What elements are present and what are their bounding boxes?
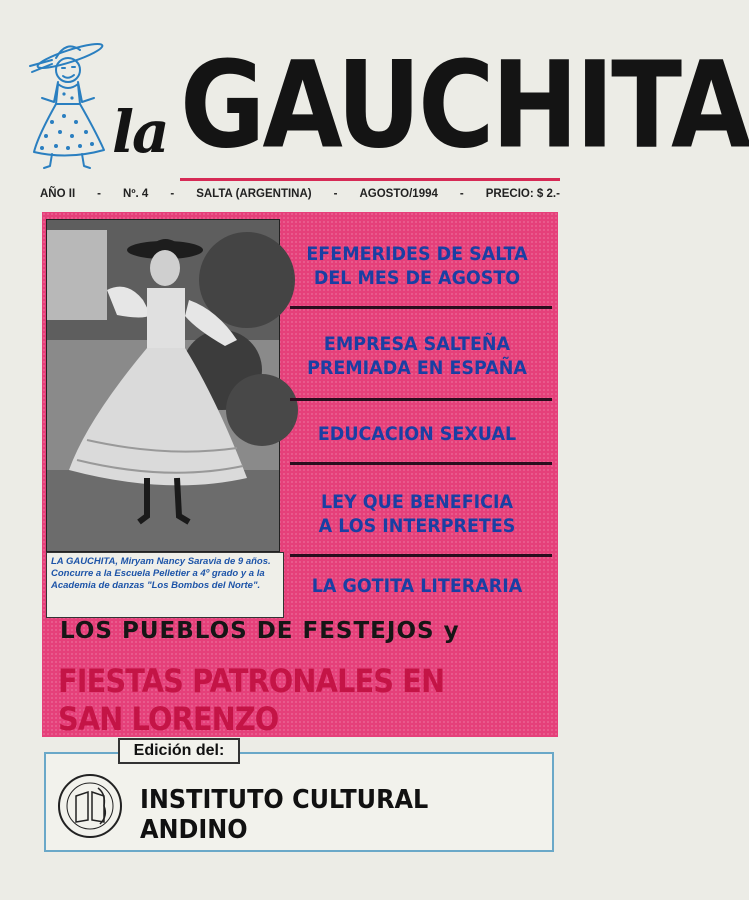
issue-year: AÑO II xyxy=(40,188,76,200)
headline-line: LA GOTITA LITERARIA xyxy=(311,575,523,597)
publisher-label: Edición del: xyxy=(118,738,240,764)
headline-line: DEL MES DE AGOSTO xyxy=(313,267,521,289)
issue-date: AGOSTO/1994 xyxy=(359,188,438,200)
issue-number: Nº. 4 xyxy=(123,188,149,200)
issue-place: SALTA (ARGENTINA) xyxy=(196,188,312,200)
cover-photo xyxy=(46,219,280,552)
headline-educacion xyxy=(295,422,540,446)
headline-empresa xyxy=(295,332,540,380)
info-dash: - xyxy=(459,188,464,200)
headline-separator xyxy=(290,554,552,557)
institute-seal-icon xyxy=(54,772,126,840)
feature-line-2: FIESTAS PATRONALES EN SAN LORENZO xyxy=(58,662,445,738)
headline-line: A LOS INTERPRETES xyxy=(318,515,516,537)
masthead-title: GAUCHITA xyxy=(180,34,749,176)
headline-separator xyxy=(290,462,552,465)
headline-gotita xyxy=(295,574,540,598)
headline-ley xyxy=(295,490,540,538)
caption-text: Miryam Nancy Saravia de 9 años. Concurre a la Escuela Pelletier a 4º grado y a la Academia de danzas "Los Bombos del Norte". xyxy=(51,556,271,591)
headline-separator xyxy=(290,398,552,401)
feature-line-1: LOS PUEBLOS DE FESTEJOS y xyxy=(60,618,460,644)
masthead-rule xyxy=(180,178,560,181)
masthead-prefix: la xyxy=(112,98,168,166)
issue-price: PRECIO: $ 2.- xyxy=(485,188,560,200)
headline-efemerides xyxy=(295,242,540,290)
info-dash: - xyxy=(333,188,338,200)
photo-caption xyxy=(46,552,284,618)
info-dash: - xyxy=(97,188,101,200)
headline-line: EFEMERIDES DE SALTA xyxy=(306,243,528,265)
issue-info-line xyxy=(40,188,560,200)
headline-line: EMPRESA SALTEÑA xyxy=(323,333,511,355)
publisher-name: INSTITUTO CULTURAL ANDINO xyxy=(140,785,429,845)
headline-line: EDUCACION SEXUAL xyxy=(317,423,517,445)
info-dash: - xyxy=(170,188,175,200)
cover-photo-image xyxy=(47,220,279,551)
gauchita-mascot-illustration xyxy=(22,36,114,174)
headline-line: LEY QUE BENEFICIA xyxy=(320,491,514,513)
headline-line: PREMIADA EN ESPAÑA xyxy=(307,357,527,379)
headline-separator xyxy=(290,306,552,309)
caption-name: LA GAUCHITA, xyxy=(51,556,119,567)
